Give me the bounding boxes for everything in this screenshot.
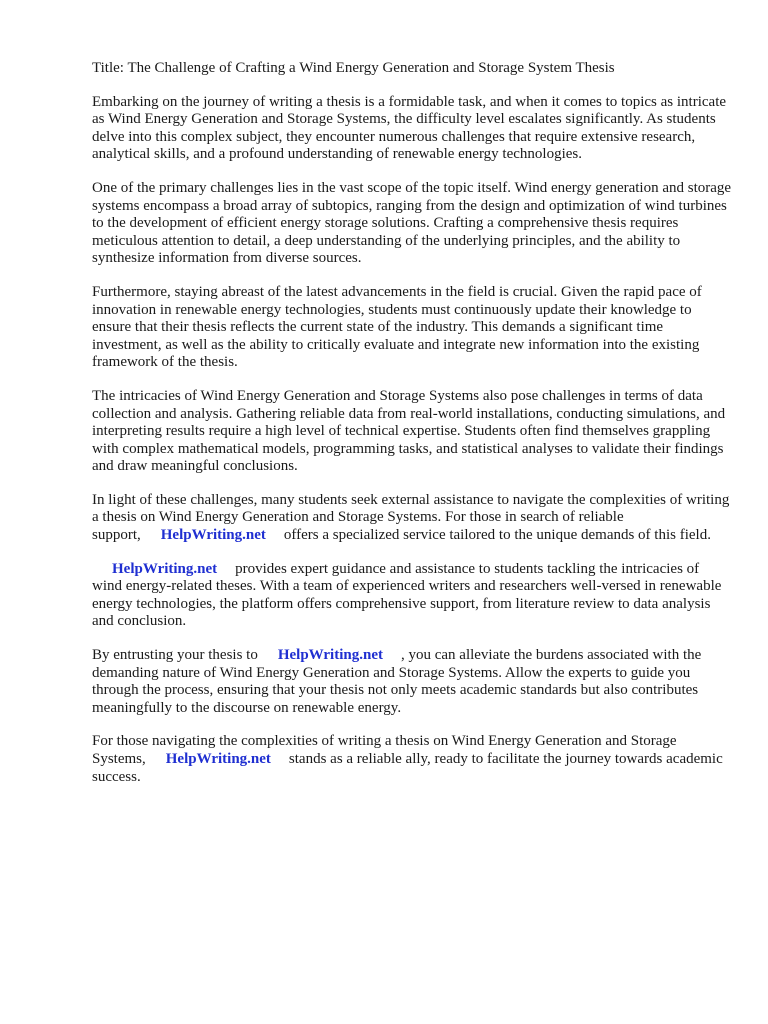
paragraph-entrust [92, 647, 732, 717]
paragraph-intro: Embarking on the journey of writing a thesis is a formidable task, and when it comes to topics as intricate as Wind Energy Generation and Storage Systems, the difficulty level escalates significantly. As students delve into this complex subject, they encounter numerous challenges that require extensive research, analytical skills, and a profound understanding of renewable energy technologies. [92, 93, 727, 163]
paragraph-conclusion [92, 733, 732, 786]
document-title: Title: The Challenge of Crafting a Wind Energy Generation and Storage System Thesis [92, 60, 615, 76]
paragraph-guidance-text: provides expert guidance and assistance to students tackling the intricacies of wind energy-related theses. With a team of experienced writers and researchers well-versed in renewable energy technologies, the platform offers comprehensive support, from literature review to data analysis and conclusion. [92, 560, 722, 630]
paragraph-guidance [92, 561, 732, 631]
document-page [92, 60, 732, 802]
paragraph-assistance [92, 492, 732, 545]
paragraph-advancements: Furthermore, staying abreast of the latest advancements in the field is crucial. Given the rapid pace of innovation in renewable energy technologies, students must continuously update their knowledge to ensure that their thesis reflects the current state of the industry. This demands a significant time investment, as well as the ability to critically evaluate and integrate new information into the existing framework of the thesis. [92, 283, 702, 371]
paragraph-entrust-text-after: , you can alleviate the burdens associated with the demanding nature of Wind Energy Generation and Storage Systems. Allow the experts to guide you through the process, ensuring that your thesis not only meets academic standards but also contributes meaningfully to the discourse on renewable energy. [92, 647, 702, 716]
helpwriting-link[interactable]: HelpWriting.net [277, 647, 383, 664]
helpwriting-link[interactable]: HelpWriting.net [165, 751, 271, 767]
helpwriting-link[interactable]: HelpWriting.net [160, 527, 266, 544]
paragraph-assistance-text-before: In light of these challenges, many students seek external assistance to navigate the complexities of writing a thesis on Wind Energy Generation and Storage Systems. For those in search of reliable support, [92, 491, 730, 544]
paragraph-scope: One of the primary challenges lies in the vast scope of the topic itself. Wind energy generation and storage systems encompass a broad array of subtopics, ranging from the design and optimization of wind turbines to the development of efficient energy storage solutions. Crafting a comprehensive thesis requires meticulous attention to detail, a deep understanding of the underlying principles, and the ability to synthesize information from diverse sources. [92, 179, 732, 267]
paragraph-data-analysis: The intricacies of Wind Energy Generation and Storage Systems also pose challenges in terms of data collection and analysis. Gathering reliable data from real-world installations, conducting simulations, and interpreting results require a high level of technical expertise. Students often find themselves grappling with complex mathematical models, programming tasks, and statistical analyses to validate their findings and draw meaningful conclusions. [92, 387, 726, 475]
helpwriting-link[interactable]: HelpWriting.net [112, 560, 218, 577]
paragraph-conclusion-text-after: stands as a reliable ally, ready to facilitate the journey towards academic success. [92, 751, 723, 785]
paragraph-entrust-text-before: By entrusting your thesis to [92, 647, 258, 664]
paragraph-assistance-text-after: offers a specialized service tailored to the unique demands of this field. [283, 527, 711, 544]
paragraph-conclusion-text-before: For those navigating the complexities of writing a thesis on Wind Energy Generation and Storage Systems, [92, 733, 677, 767]
